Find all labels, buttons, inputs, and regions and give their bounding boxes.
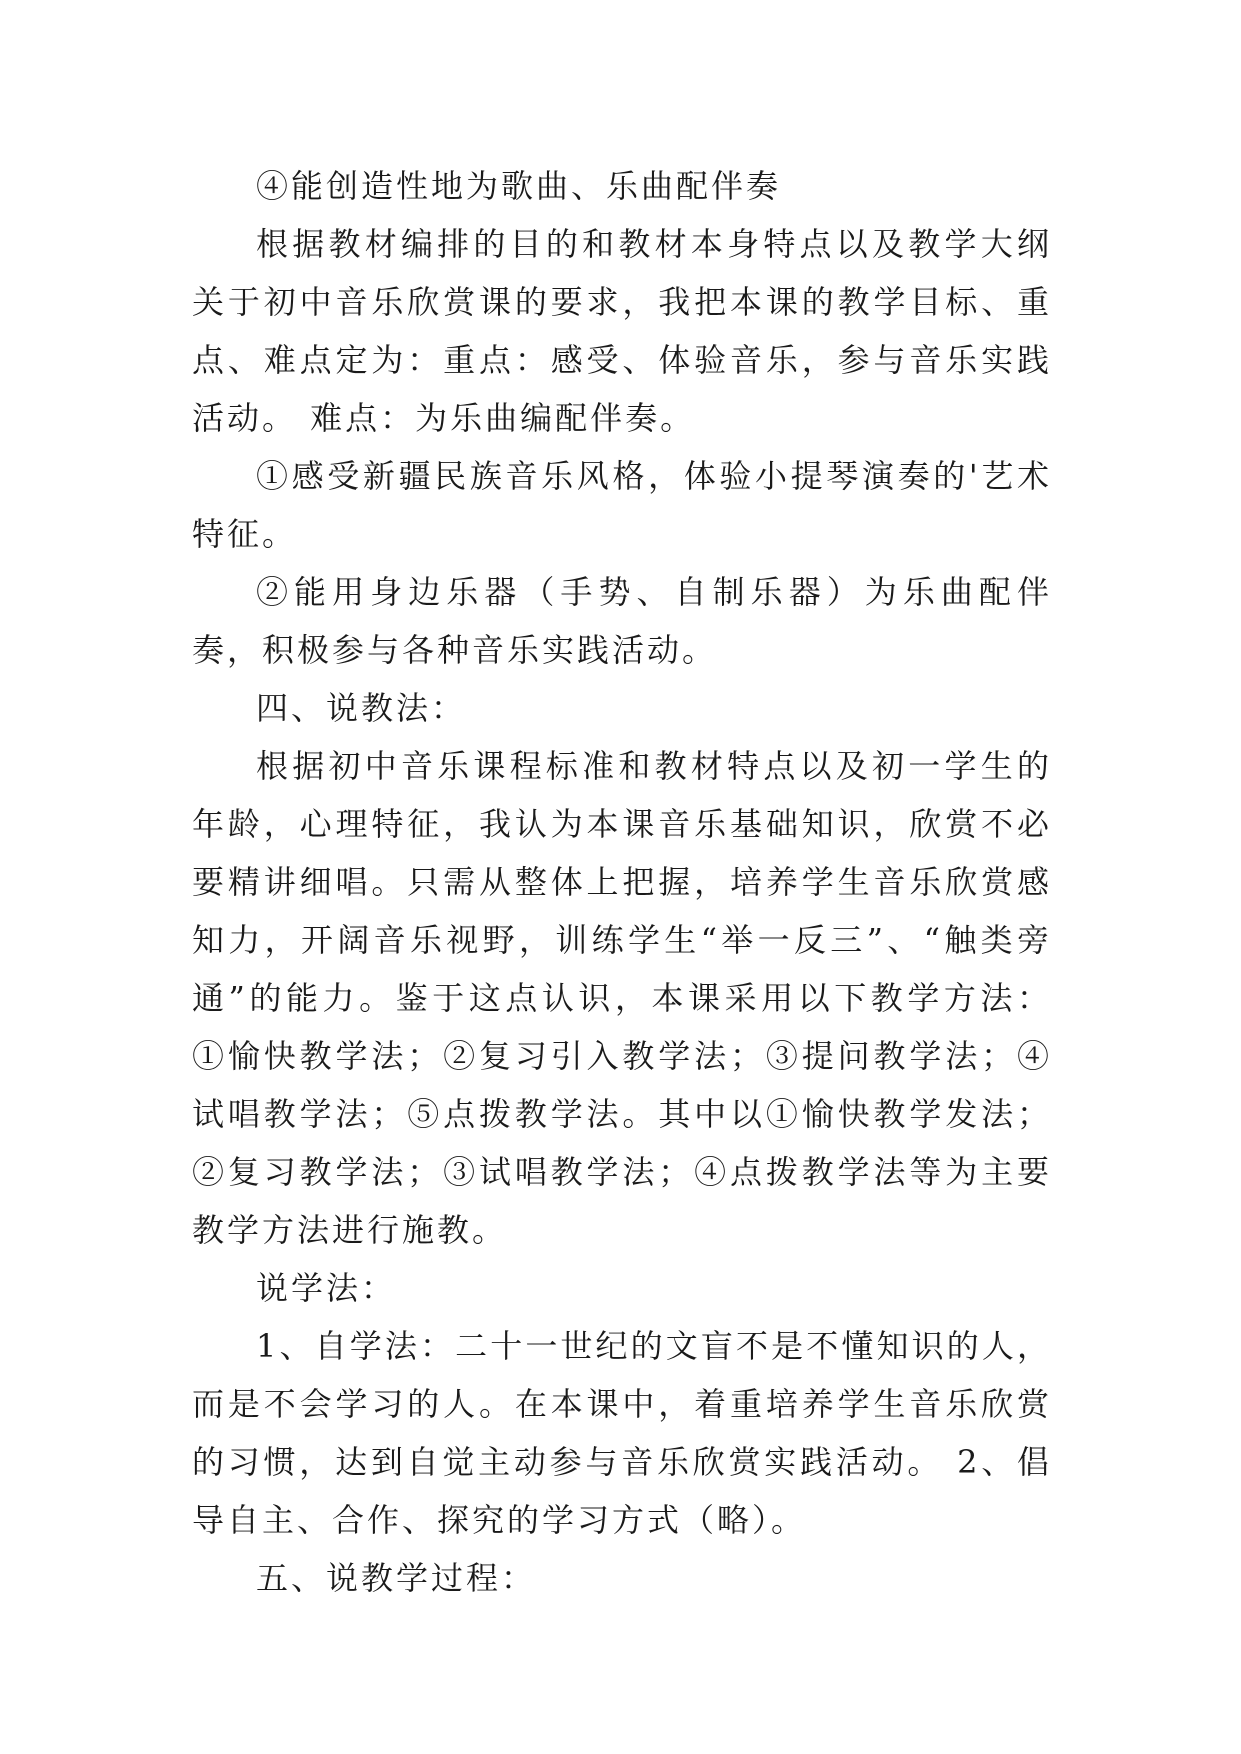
document-body	[192, 157, 1052, 1607]
paragraph-objective-1: ①感受新疆民族音乐风格，体验小提琴演奏的'艺术特征。	[192, 457, 1052, 553]
paragraph-teaching-methods: 根据初中音乐课程标准和教材特点以及初一学生的年龄，心理特征，我认为本课音乐基础知识，欣赏不必要精讲细唱。只需从整体上把握，培养学生音乐欣赏感知力，开阔音乐视野，训练学生“举一反三”、“触类旁通”的能力。鉴于这点认识，本课采用以下教学方法： ①愉快教学法；②复习引入教学法；③提问教学法；④试唱教学法；⑤点拨教学法。其中以①愉快教学发法；②复习教学法；③试唱教学法；④点拨教学法等为主要教学方法进行施教。	[192, 747, 1052, 1249]
paragraph-objective-4: ④能创造性地为歌曲、乐曲配伴奏	[256, 167, 782, 205]
section-heading-learning-methods: 说学法：	[256, 1269, 397, 1307]
paragraph-objective-2: ②能用身边乐器（手势、自制乐器）为乐曲配伴奏，积极参与各种音乐实践活动。	[192, 573, 1052, 669]
paragraph-learning-methods: 1、自学法：二十一世纪的文盲不是不懂知识的人，而是不会学习的人。在本课中，着重培养学生音乐欣赏的习惯，达到自觉主动参与音乐欣赏实践活动。 2、倡导自主、合作、探究的学习方式（略）。	[192, 1327, 1052, 1539]
section-heading-teaching-process: 五、说教学过程：	[256, 1559, 537, 1597]
paragraph-goals-key-points: 根据教材编排的目的和教材本身特点以及教学大纲关于初中音乐欣赏课的要求，我把本课的教学目标、重点、难点定为：重点：感受、体验音乐，参与音乐实践活动。 难点：为乐曲编配伴奏。	[192, 225, 1052, 437]
section-heading-teaching-methods: 四、说教法：	[256, 689, 467, 727]
